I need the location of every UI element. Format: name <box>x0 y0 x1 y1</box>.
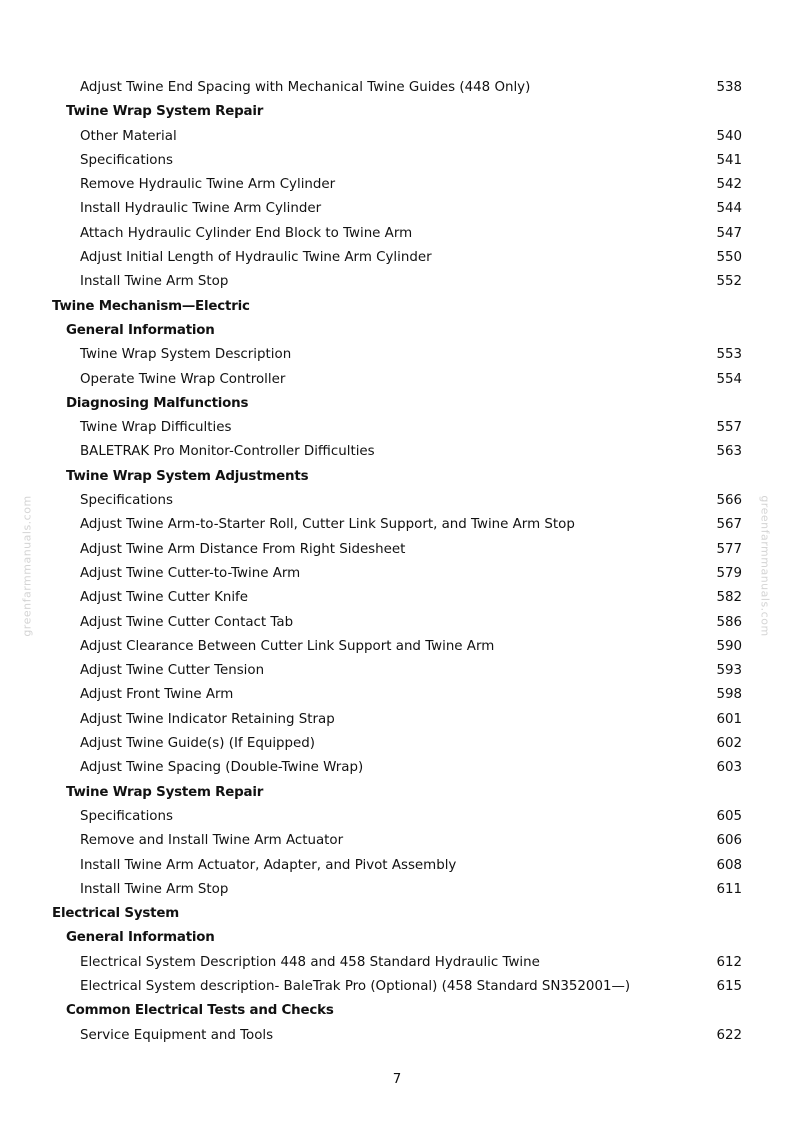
toc-entry-page: 544 <box>716 201 742 217</box>
toc-entry-title: Specifications <box>80 152 173 168</box>
toc-entry[interactable] <box>0 416 794 440</box>
toc-entry[interactable] <box>0 173 794 197</box>
toc-entry-page: 563 <box>716 444 742 460</box>
toc-entry-title: Install Hydraulic Twine Arm Cylinder <box>80 201 322 217</box>
toc-entry-page: 603 <box>716 760 742 776</box>
toc-entry[interactable] <box>0 149 794 173</box>
toc-subsection-heading[interactable] <box>0 926 794 950</box>
toc-entry[interactable] <box>0 125 794 149</box>
toc-entry-title: Adjust Twine Arm-to-Starter Roll, Cutter Link Support, and Twine Arm Stop <box>80 517 575 533</box>
toc-entry-title: Twine Wrap System Description <box>80 347 292 363</box>
toc-entry-page: 622 <box>716 1027 742 1043</box>
toc-entry-title: Electrical System description- BaleTrak Pro (Optional) (458 Standard SN352001—) <box>80 978 631 994</box>
toc-entry-page: 605 <box>716 808 742 824</box>
toc-entry-title: Install Twine Arm Stop <box>80 274 229 290</box>
toc-entry-page: 550 <box>716 250 742 266</box>
toc-entry-title: General Information <box>66 322 215 338</box>
toc-entry-title: Attach Hydraulic Cylinder End Block to Twine Arm <box>80 225 413 241</box>
toc-entry-title: Remove Hydraulic Twine Arm Cylinder <box>80 177 336 193</box>
toc-entry[interactable] <box>0 246 794 270</box>
toc-entry-title: Adjust Twine Cutter-to-Twine Arm <box>80 565 301 581</box>
toc-entry-title: BALETRAK Pro Monitor-Controller Difficulties <box>80 444 375 460</box>
toc-entry-page: 554 <box>716 371 742 387</box>
toc-entry-page: 577 <box>716 541 742 557</box>
toc-entry[interactable] <box>0 270 794 294</box>
toc-entry-page: 608 <box>716 857 742 873</box>
toc-entry-title: Adjust Twine Arm Distance From Right Sidesheet <box>80 541 406 557</box>
toc-entry-title: Twine Wrap System Repair <box>66 104 264 120</box>
toc-entry-title: Install Twine Arm Stop <box>80 881 229 897</box>
toc-section-heading[interactable] <box>0 295 794 319</box>
toc-entry-title: Electrical System Description 448 and 458 Standard Hydraulic Twine <box>80 954 540 970</box>
page-number: 7 <box>392 1072 402 1087</box>
toc-entry-page: 606 <box>716 833 742 849</box>
toc-entry-title: Remove and Install Twine Arm Actuator <box>80 833 344 849</box>
toc-entry-page: 541 <box>716 152 742 168</box>
toc-entry[interactable] <box>0 222 794 246</box>
toc-entry-page: 552 <box>716 274 742 290</box>
toc-entry-title: Twine Wrap Difficulties <box>80 420 232 436</box>
toc-entry-title: Install Twine Arm Actuator, Adapter, and Pivot Assembly <box>80 857 457 873</box>
toc-entry[interactable] <box>0 611 794 635</box>
toc-entry-page: 586 <box>716 614 742 630</box>
toc-entry[interactable] <box>0 878 794 902</box>
toc-entry[interactable] <box>0 368 794 392</box>
toc-entry-title: Diagnosing Malfunctions <box>66 395 249 411</box>
table-of-contents <box>0 76 794 1048</box>
toc-entry-page: 542 <box>716 177 742 193</box>
toc-entry-page: 598 <box>716 687 742 703</box>
toc-subsection-heading[interactable] <box>0 465 794 489</box>
toc-entry-title: Twine Wrap System Repair <box>66 784 264 800</box>
toc-entry-page: 612 <box>716 954 742 970</box>
toc-entry-page: 615 <box>716 978 742 994</box>
toc-entry-title: Adjust Twine Cutter Contact Tab <box>80 614 294 630</box>
toc-entry-title: Other Material <box>80 128 177 144</box>
toc-subsection-heading[interactable] <box>0 999 794 1023</box>
toc-entry[interactable] <box>0 683 794 707</box>
toc-entry-title: General Information <box>66 930 215 946</box>
toc-entry-title: Electrical System <box>52 906 179 922</box>
watermark-left: greenfarmmanuals.com <box>20 495 34 637</box>
toc-entry[interactable] <box>0 975 794 999</box>
toc-subsection-heading[interactable] <box>0 781 794 805</box>
toc-entry-page: 538 <box>716 80 742 95</box>
toc-entry[interactable] <box>0 659 794 683</box>
toc-section-heading[interactable] <box>0 902 794 926</box>
toc-entry-title: Operate Twine Wrap Controller <box>80 371 286 387</box>
toc-entry-title: Adjust Twine Spacing (Double-Twine Wrap) <box>80 760 364 776</box>
toc-entry[interactable] <box>0 538 794 562</box>
toc-entry[interactable] <box>0 440 794 464</box>
toc-entry-title: Service Equipment and Tools <box>80 1027 274 1043</box>
toc-entry[interactable] <box>0 951 794 975</box>
toc-entry-title: Adjust Twine Guide(s) (If Equipped) <box>80 736 316 752</box>
toc-entry-title: Twine Wrap System Adjustments <box>66 468 309 484</box>
toc-entry-title: Adjust Twine Indicator Retaining Strap <box>80 711 335 727</box>
toc-entry-page: 553 <box>716 347 742 363</box>
toc-entry-title: Adjust Twine End Spacing with Mechanical Twine Guides (448 Only) <box>80 80 531 95</box>
toc-entry-page: 601 <box>716 711 742 727</box>
toc-entry-page: 611 <box>716 881 742 897</box>
toc-entry-title: Twine Mechanism—Electric <box>52 298 250 314</box>
toc-entry[interactable] <box>0 586 794 610</box>
toc-entry-page: 540 <box>716 128 742 144</box>
toc-entry-title: Adjust Clearance Between Cutter Link Support and Twine Arm <box>80 638 495 654</box>
toc-entry[interactable] <box>0 1024 794 1048</box>
toc-entry[interactable] <box>0 854 794 878</box>
toc-entry-title: Adjust Front Twine Arm <box>80 687 234 703</box>
toc-entry-page: 557 <box>716 420 742 436</box>
toc-entry[interactable] <box>0 513 794 537</box>
toc-entry[interactable] <box>0 756 794 780</box>
toc-entry-title: Specifications <box>80 808 173 824</box>
toc-entry-title: Adjust Twine Cutter Tension <box>80 663 265 679</box>
toc-entry-title: Adjust Twine Cutter Knife <box>80 590 249 606</box>
toc-subsection-heading[interactable] <box>0 319 794 343</box>
toc-entry[interactable] <box>0 343 794 367</box>
toc-entry[interactable] <box>0 708 794 732</box>
toc-entry[interactable] <box>0 562 794 586</box>
toc-entry-page: 590 <box>716 638 742 654</box>
toc-entry-page: 593 <box>716 663 742 679</box>
toc-entry-page: 567 <box>716 517 742 533</box>
toc-entry-page: 579 <box>716 565 742 581</box>
toc-entry-title: Common Electrical Tests and Checks <box>66 1003 334 1019</box>
toc-entry[interactable] <box>0 635 794 659</box>
toc-entry[interactable] <box>0 197 794 221</box>
watermark-right: greenfarmmanuals.com <box>758 495 772 637</box>
toc-entry[interactable] <box>0 829 794 853</box>
toc-entry-page: 566 <box>716 493 742 509</box>
toc-entry[interactable] <box>0 732 794 756</box>
toc-entry-page: 547 <box>716 225 742 241</box>
toc-entry[interactable] <box>0 489 794 513</box>
toc-entry-page: 582 <box>716 590 742 606</box>
toc-entry[interactable] <box>0 76 794 100</box>
toc-subsection-heading[interactable] <box>0 392 794 416</box>
toc-entry-title: Adjust Initial Length of Hydraulic Twine Arm Cylinder <box>80 250 432 266</box>
toc-entry-page: 602 <box>716 736 742 752</box>
toc-subsection-heading[interactable] <box>0 100 794 124</box>
toc-entry-title: Specifications <box>80 493 173 509</box>
toc-entry[interactable] <box>0 805 794 829</box>
